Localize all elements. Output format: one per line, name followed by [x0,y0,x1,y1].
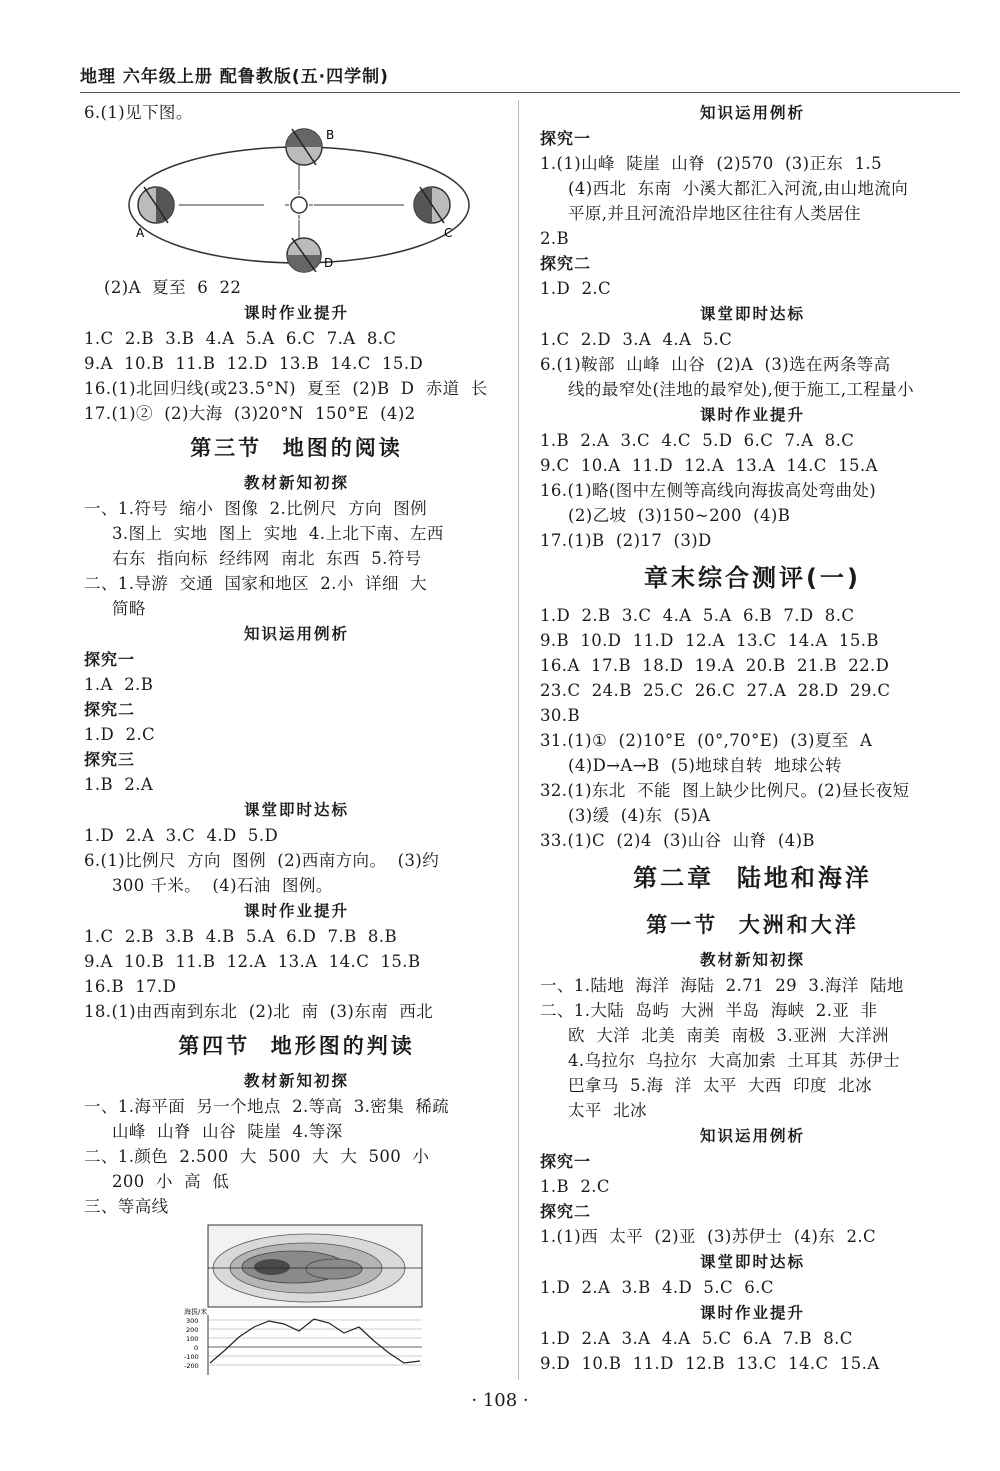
section3-heading: 第三节 地图的阅读 [190,436,403,460]
answer-line: 9.B 10.D 11.D 12.A 13.C 14.A 15.B [540,631,879,650]
sec3-classroom-title: 课堂即时达标 [243,801,349,819]
examples-title: 知识运用例析 [699,104,805,122]
header-rule [80,92,960,93]
answer-line: 二、1.颜色 2.500 大 500 大 大 500 小 [84,1147,430,1166]
answer-line: (3)缓 (4)东 (5)A [568,806,711,825]
answer-line: 一、1.符号 缩小 图像 2.比例尺 方向 图例 [84,499,428,518]
q6-part2: (2)A 夏至 6 22 [104,278,242,297]
answer-line: 200 小 高 低 [112,1172,230,1191]
answer-line: (4)D→A→B (5)地球自转 地球公转 [568,756,842,775]
answer-line: 9.A 10.B 11.B 12.D 13.B 14.C 15.D [84,354,424,373]
answer-line: 300 千米。 (4)石油 图例。 [112,876,333,895]
answer-line: 一、1.海平面 另一个地点 2.等高 3.密集 稀疏 [84,1097,450,1116]
answer-line: 30.B [540,706,580,725]
ch2-homework-title: 课时作业提升 [699,1304,805,1322]
orbit-label-a: A [136,226,145,240]
answer-line: 1.B 2.C [540,1177,610,1196]
answer-line: 欧 大洋 北美 南美 南极 3.亚洲 大洋洲 [568,1026,889,1045]
ch2-new-knowledge-title: 教材新知初探 [699,951,805,969]
answer-line: 16.B 17.D [84,977,177,996]
answer-line: 23.C 24.B 25.C 26.C 27.A 28.D 29.C [540,681,891,700]
answer-line: 巴拿马 5.海 洋 太平 大西 印度 北冰 [568,1076,872,1095]
contour-map [208,1225,422,1307]
answer-line: 33.(1)C (2)4 (3)山谷 山脊 (4)B [540,831,815,850]
answer-line: 二、1.导游 交通 国家和地区 2.小 详细 大 [84,574,428,593]
sec2-homework-title: 课时作业提升 [243,304,349,322]
answer-line: 1.D 2.C [540,279,612,298]
explore-label: 探究二 [540,254,592,273]
answer-line: 1.D 2.C [84,725,156,744]
explore-label: 探究三 [84,750,136,769]
answer-line: 1.(1)山峰 陡崖 山脊 (2)570 (3)正东 1.5 [540,154,883,173]
answer-line: 32.(1)东北 不能 图上缺少比例尺。(2)昼长夜短 [540,781,910,800]
explore-label: 探究一 [84,650,136,669]
sun-icon [285,191,313,219]
sec3-examples-title: 知识运用例析 [243,625,349,643]
explore-label: 探究二 [540,1202,592,1221]
earth-orbit-figure [114,125,474,275]
answer-line: 山峰 山脊 山谷 陡崖 4.等深 [112,1122,343,1141]
earth-icon [287,238,321,272]
answer-line: 18.(1)由西南到东北 (2)北 南 (3)东南 西北 [84,1002,434,1021]
column-divider [518,100,519,1380]
answer-line: 9.C 10.A 11.D 12.A 13.A 14.C 15.A [540,456,878,475]
answer-line: 1.(1)西 太平 (2)亚 (3)苏伊士 (4)东 2.C [540,1227,877,1246]
answer-line: 太平 北冰 [568,1101,647,1120]
section4-heading: 第四节 地形图的判读 [178,1034,415,1058]
answer-line: 一、1.陆地 海洋 海陆 2.71 29 3.海洋 陆地 [540,976,904,995]
page-header: 地理 六年级上册 配鲁教版(五·四学制) [80,67,389,87]
earth-icon [286,129,322,165]
answer-line: 3.图上 实地 图上 实地 4.上北下南、左西 [112,524,444,543]
answer-line: 17.(1)② (2)大海 (3)20°N 150°E (4)2 [84,404,416,423]
answer-line: 平原,并且河流沿岸地区往往有人类居住 [568,204,861,223]
contour-profile-figure [184,1223,444,1378]
sec3-new-knowledge-title: 教材新知初探 [243,474,349,492]
profile-tick: 300 [186,1317,199,1325]
answer-line: 1.B 2.A [84,775,154,794]
answer-line: 6.(1)鞍部 山峰 山谷 (2)A (3)选在两条等高 [540,355,891,374]
answer-line: 16.(1)略(图中左侧等高线向海拔高处弯曲处) [540,481,877,500]
answer-line: 9.A 10.B 11.B 12.A 13.A 14.C 15.B [84,952,421,971]
answer-line: 9.D 10.B 11.D 12.B 13.C 14.C 15.A [540,1354,880,1373]
classroom-title: 课堂即时达标 [699,305,805,323]
orbit-label-c: C [444,226,453,240]
answer-line: 线的最窄处(洼地的最窄处),便于施工,工程量小 [568,380,915,399]
answer-line: 16.(1)北回归线(或23.5°N) 夏至 (2)B D 赤道 长 [84,379,488,398]
profile-tick: 200 [186,1326,199,1334]
answer-line: (2)乙坡 (3)150~200 (4)B [568,506,791,525]
answer-line: (4)西北 东南 小溪大都汇入河流,由山地流向 [568,179,909,198]
profile-tick: 0 [194,1344,199,1352]
answer-line: 1.C 2.B 3.B 4.B 5.A 6.D 7.B 8.B [84,927,397,946]
answer-line: 31.(1)① (2)10°E (0°,70°E) (3)夏至 A [540,731,873,750]
answer-line: 三、等高线 [84,1197,169,1216]
explore-label: 探究一 [540,1152,592,1171]
answer-line: 6.(1)比例尺 方向 图例 (2)西南方向。 (3)约 [84,851,440,870]
answer-line: 1.D 2.A 3.A 4.A 5.C 6.A 7.B 8.C [540,1329,853,1348]
profile-tick: -100 [184,1353,199,1361]
answer-line: 1.D 2.B 3.C 4.A 5.A 6.B 7.D 8.C [540,606,855,625]
page-number: · 108 · [471,1390,529,1411]
elevation-profile [184,1307,422,1375]
left-column [84,100,509,1378]
sec3-homework-title: 课时作业提升 [243,902,349,920]
profile-tick: 100 [186,1335,199,1343]
profile-axis-label: 海拔/米 [184,1308,208,1316]
orbit-label-d: D [324,256,334,270]
answer-line: 1.A 2.B [84,675,154,694]
chapter2-heading: 第二章 陆地和海洋 [633,864,872,892]
answer-line: 4.乌拉尔 乌拉尔 大高加索 土耳其 苏伊士 [568,1051,901,1070]
explore-label: 探究一 [540,129,592,148]
earth-icon [414,187,450,223]
answer-line: 17.(1)B (2)17 (3)D [540,531,712,550]
right-column [540,100,965,1376]
chapter2-section1-heading: 第一节 大洲和大洋 [646,913,859,937]
profile-tick: -200 [184,1362,199,1370]
homework-title: 课时作业提升 [699,406,805,424]
answer-line: 1.C 2.B 3.B 4.A 5.A 6.C 7.A 8.C [84,329,397,348]
sec4-new-knowledge-title: 教材新知初探 [243,1072,349,1090]
answer-line: 1.B 2.A 3.C 4.C 5.D 6.C 7.A 8.C [540,431,855,450]
orbit-label-b: B [326,128,335,142]
earth-icon [138,187,174,223]
explore-label: 探究二 [84,700,136,719]
answer-line: 简略 [112,599,146,618]
answer-line: 2.B [540,229,570,248]
q6-intro: 6.(1)见下图。 [84,103,193,122]
answer-line: 1.D 2.A 3.C 4.D 5.D [84,826,279,845]
answer-line: 右东 指向标 经纬网 南北 东西 5.符号 [112,549,422,568]
chapter-test-heading: 章末综合测评(一) [644,564,861,592]
ch2-examples-title: 知识运用例析 [699,1127,805,1145]
answer-line: 1.D 2.A 3.B 4.D 5.C 6.C [540,1278,774,1297]
answer-line: 二、1.大陆 岛屿 大洲 半岛 海峡 2.亚 非 [540,1001,878,1020]
answer-line: 1.C 2.D 3.A 4.A 5.C [540,330,733,349]
answer-line: 16.A 17.B 18.D 19.A 20.B 21.B 22.D [540,656,890,675]
ch2-classroom-title: 课堂即时达标 [699,1253,805,1271]
